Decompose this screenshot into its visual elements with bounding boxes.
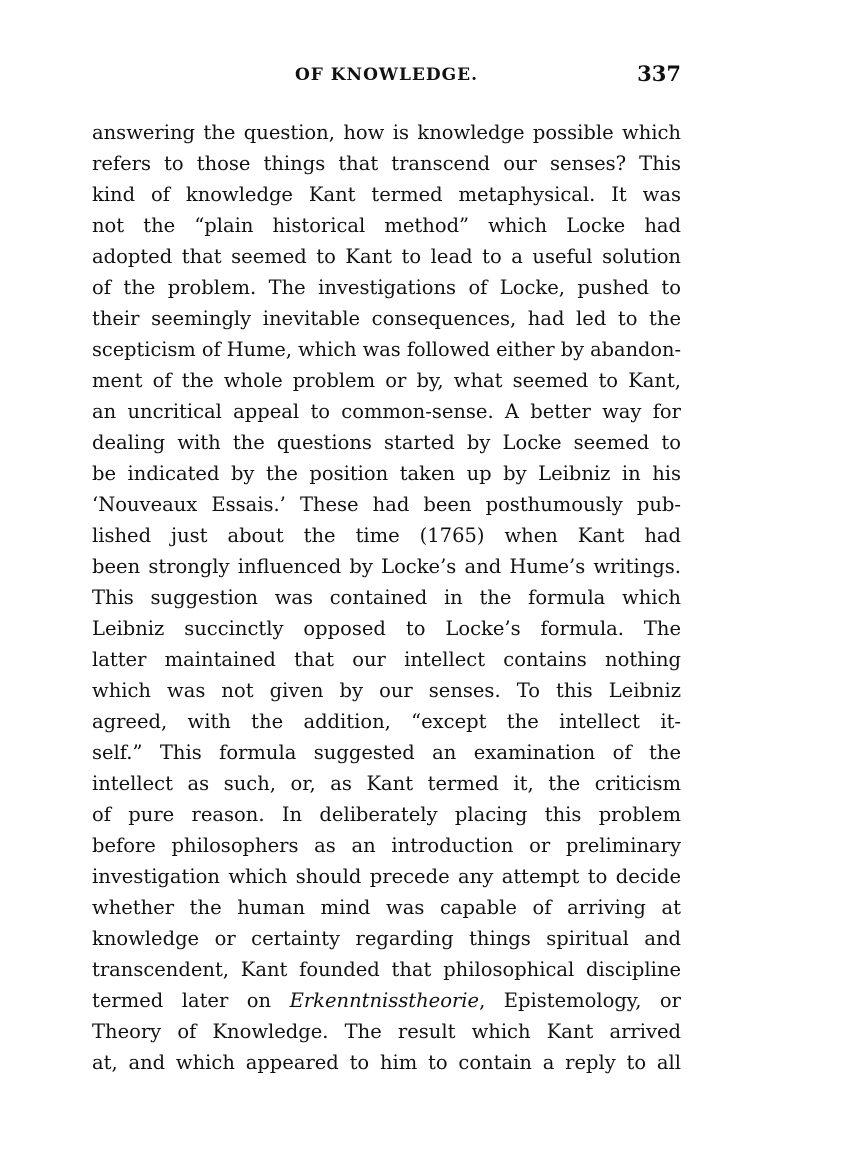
running-head xyxy=(92,62,681,92)
text-fragment: termed later on xyxy=(92,989,290,1012)
text-line: adopted that seemed to Kant to lead to a useful solution xyxy=(92,245,681,268)
text-line: latter maintained that our intellect contains nothing xyxy=(92,648,681,671)
text-line: investigation which should precede any attempt to decide xyxy=(92,865,681,888)
text-line: dealing with the questions started by Locke seemed to xyxy=(92,431,681,454)
text-fragment: , Epistemology, or xyxy=(479,989,681,1012)
text-line: an uncritical appeal to common-sense. A better way for xyxy=(92,400,681,423)
text-line: Leibniz succinctly opposed to Locke’s formula. The xyxy=(92,617,681,640)
italic-term: Erkenntnisstheorie xyxy=(289,989,480,1012)
text-line: scepticism of Hume, which was followed either by abandon- xyxy=(92,338,681,361)
text-line: self.” This formula suggested an examination of the xyxy=(92,741,681,764)
text-line: transcendent, Kant founded that philosophical discipline xyxy=(92,958,681,981)
page-number: 337 xyxy=(637,61,681,86)
text-line: answering the question, how is knowledge possible which xyxy=(92,121,681,144)
text-line: ment of the whole problem or by, what seemed to Kant, xyxy=(92,369,681,392)
body-paragraph xyxy=(92,117,681,1078)
text-line: of the problem. The investigations of Locke, pushed to xyxy=(92,276,681,299)
text-line: Theory of Knowledge. The result which Kant arrived xyxy=(92,1020,681,1043)
text-line: before philosophers as an introduction or preliminary xyxy=(92,834,681,857)
text-line: knowledge or certainty regarding things spiritual and xyxy=(92,927,681,950)
text-line: ‘Nouveaux Essais.’ These had been posthumously pub- xyxy=(92,493,681,516)
text-line: refers to those things that transcend our senses? This xyxy=(92,152,681,175)
running-title: OF KNOWLEDGE. xyxy=(294,65,479,85)
text-line: of pure reason. In deliberately placing this problem xyxy=(92,803,681,826)
text-line: lished just about the time (1765) when Kant had xyxy=(92,524,681,547)
text-line: This suggestion was contained in the formula which xyxy=(92,586,681,609)
text-line: which was not given by our senses. To this Leibniz xyxy=(92,679,681,702)
text-line: kind of knowledge Kant termed metaphysical. It was xyxy=(92,183,681,206)
text-line: at, and which appeared to him to contain a reply to all xyxy=(92,1051,681,1074)
text-line: not the “plain historical method” which Locke had xyxy=(92,214,681,237)
text-line: intellect as such, or, as Kant termed it, the criticism xyxy=(92,772,681,795)
text-line: agreed, with the addition, “except the intellect it- xyxy=(92,710,681,733)
text-line: be indicated by the position taken up by Leibniz in his xyxy=(92,462,681,485)
text-line: been strongly influenced by Locke’s and Hume’s writings. xyxy=(92,555,681,578)
text-line: whether the human mind was capable of arriving at xyxy=(92,896,681,919)
text-line: their seemingly inevitable consequences, had led to the xyxy=(92,307,681,330)
text-line-with-italic xyxy=(92,985,681,1016)
